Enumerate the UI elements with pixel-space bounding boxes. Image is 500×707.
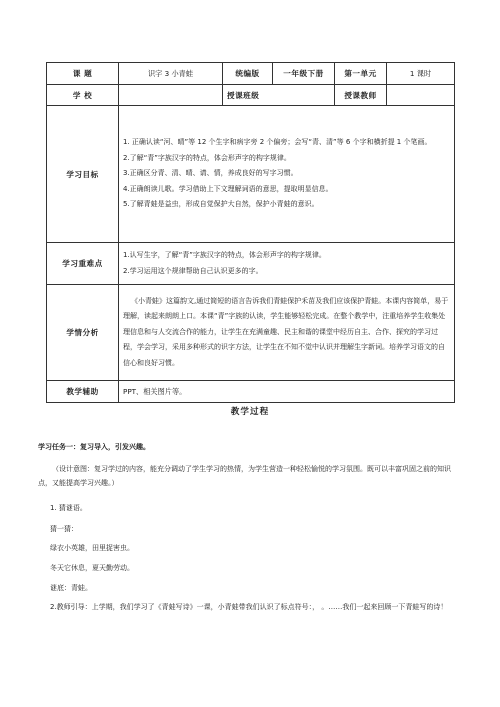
grade: 一年级下册 <box>273 63 335 85</box>
objectives-label: 学习目标 <box>47 106 119 243</box>
process-title: 教学过程 <box>230 407 270 417</box>
class-label: 授课班级 <box>223 85 335 106</box>
objective-item: 5.了解青蛙是益虫，形成自觉保护大自然，保护小青蛙的意识。 <box>123 200 319 209</box>
school-value <box>119 85 223 106</box>
aids-text: PPT、相关图片等。 <box>119 381 455 403</box>
objectives-content <box>119 106 455 243</box>
teacher-label: 授课教师 <box>335 85 387 106</box>
lesson-plan-table <box>46 62 455 403</box>
riddle-line-2: 冬天它休息，夏天勤劳动。 <box>50 564 134 572</box>
lesson-title: 识字 3 小青蛙 <box>119 63 223 85</box>
key-points-row <box>47 243 455 285</box>
teacher-value <box>387 85 455 106</box>
objective-item: 1. 正确认读“河、晴”等 12 个生字和病字旁 2 个偏旁；会写“青、清”等 6 个字和横折提 1 个笔画。 <box>123 138 432 147</box>
analysis-text: 《小青蛙》这篇韵文,通过简短的语言告诉我们青蛙保护禾苗及我们应该保护青蛙。本课内容简单，易于理解，读起来朗朗上口。本课“青”字族的认读，学生能够轻松完成。在整个教学中，注重培养学生收集处理信息和与人交流合作的能力，让学生在充满童趣、民主和谐的课堂中经历自主、合作、探究的学习过程，学会学习，采用多种形式的识字方法，让学生在不知不觉中认识并理解生字新词。培养学习语文的自信心和良好习惯。 <box>123 296 449 367</box>
objective-item: 2.了解“青”字族汉字的特点，体会形声字的构字规律。 <box>123 153 291 162</box>
objectives-row <box>47 106 455 243</box>
hours: 1 课时 <box>387 63 455 85</box>
lesson-label: 课 题 <box>47 63 119 85</box>
edition: 统编版 <box>223 63 273 85</box>
riddle-answer: 谜底：青蛙。 <box>50 584 92 592</box>
key-point-item: 1.认写生字，了解“青”字族汉字的特点，体会形声字的构字规律。 <box>123 251 326 259</box>
aids-row <box>47 381 455 403</box>
objective-item: 4.正确朗读儿歌。学习借助上下文理解词语的意思，提取明显信息。 <box>123 184 333 193</box>
aids-label: 教学辅助 <box>47 381 119 403</box>
design-intent: （设计意图：复习学过的内容，能充分调动了学生学习的热情，为学生营造一种轻松愉悦的学习氛围。既可以丰富巩固之前的知识点，又能提高学习兴趣。） <box>38 465 451 487</box>
school-row <box>47 85 455 106</box>
key-point-item: 2.学习运用这个规律帮助自己认识更多的字。 <box>123 266 263 275</box>
objective-item: 3.正确区分青、清、晴、请、情，养成良好的写字习惯。 <box>123 169 298 178</box>
analysis-label: 学情分析 <box>47 285 119 381</box>
analysis-content <box>119 285 455 381</box>
step-2: 2.教师引导：上学期，我们学习了《青蛙写诗》一课，小青蛙带我们认识了标点符号：， 。……我们一起来回顾一下青蛙写的诗！ <box>50 603 448 611</box>
key-points-content <box>119 243 455 285</box>
riddle-line-1: 绿衣小英雄，田里捉害虫。 <box>50 544 134 552</box>
unit: 第一单元 <box>335 63 387 85</box>
step-1: 1. 猜谜语。 <box>50 504 87 512</box>
task-heading: 学习任务一：复习导入，引发兴趣。 <box>38 443 150 451</box>
guess-prompt: 猜一猜： <box>50 525 78 533</box>
school-label: 学 校 <box>47 85 119 106</box>
header-row <box>47 63 455 85</box>
key-points-label: 学习重难点 <box>47 243 119 285</box>
analysis-row <box>47 285 455 381</box>
